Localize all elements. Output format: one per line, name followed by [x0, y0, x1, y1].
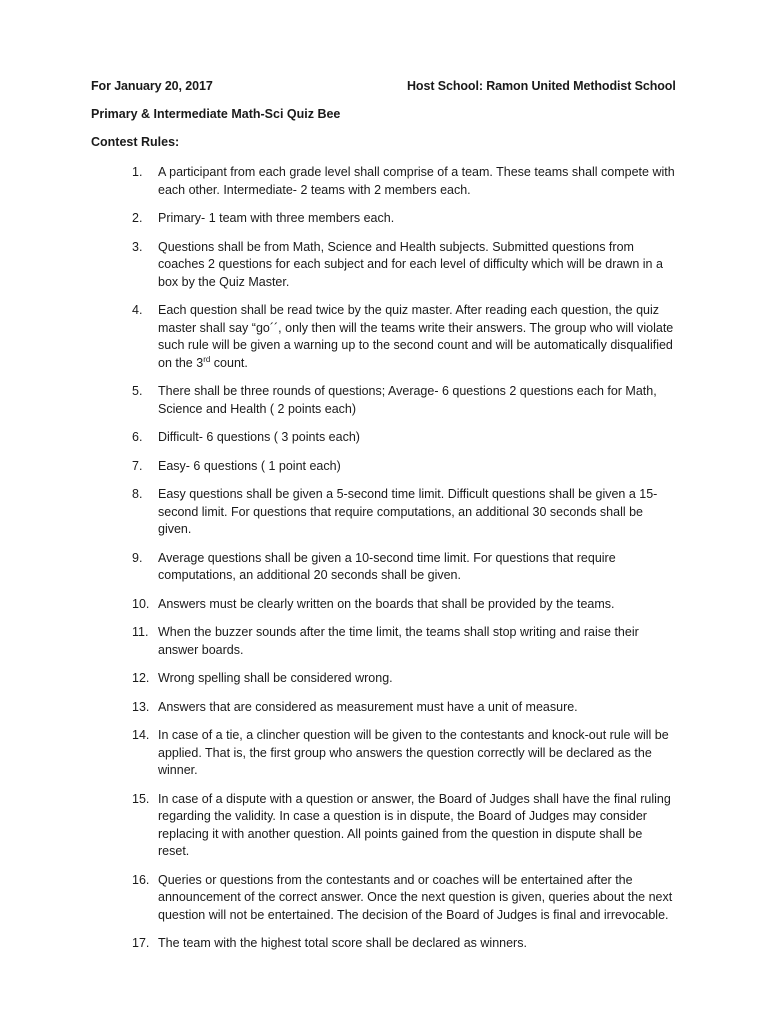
rule-item	[132, 383, 677, 418]
rule-number: 14.	[132, 728, 150, 742]
rule-item	[132, 935, 677, 953]
rule-item	[132, 670, 677, 688]
rule-number: 16.	[132, 872, 150, 887]
rule-text: Answers that are considered as measurement must have a unit of measure.	[158, 699, 578, 714]
rule-item	[132, 791, 677, 861]
rule-item	[132, 486, 677, 539]
rule-item	[132, 458, 677, 476]
rule-text: Easy questions shall be given a 5-second time limit. Difficult questions shall be given a 15-second limit. For questions that require computations, an additional 30 seconds shall be given.	[158, 487, 658, 536]
rule-number: 12.	[132, 671, 150, 685]
rule-item	[132, 624, 677, 659]
rule-text: The team with the highest total score shall be declared as winners.	[158, 936, 527, 950]
rule-item	[132, 550, 677, 585]
rule-item	[132, 164, 677, 199]
rule-text: Easy- 6 questions ( 1 point each)	[158, 458, 341, 473]
rule-text: In case of a dispute with a question or answer, the Board of Judges shall have the final ruling regarding the validity. In case a question is in dispute, the Board of Judges may consider replacing it with another question. All points gained from the question in dispute shall be reset.	[158, 791, 671, 858]
rule-text: Queries or questions from the contestants and or coaches will be entertained after the announcement of the correct answer. Once the next question is given, queries about the next question will not be entertained. The decision of the Board of Judges is final and irrevocable.	[158, 872, 673, 922]
rule-number: 9.	[132, 550, 143, 565]
rule-item	[132, 872, 677, 925]
rule-number: 1.	[132, 165, 143, 179]
rule-text: Questions shall be from Math, Science and Health subjects. Submitted questions from coaches 2 questions for each subject and for each level of difficulty which will be drawn in a box by the Quiz Master.	[158, 239, 663, 289]
document-subtitle: Primary & Intermediate Math-Sci Quiz Bee	[91, 107, 341, 121]
rule-number: 7.	[132, 458, 143, 473]
rule-item	[132, 239, 677, 292]
rule-item	[132, 596, 677, 614]
rule-text-part: Each question shall be read twice by the quiz master. After reading each question, the quiz master shall say “go´´, only then will the teams write their answers. The group who will violate such rule will be given a warning up to the second count and will be automatically disqualified on the 3	[158, 303, 674, 370]
rule-number: 5.	[132, 384, 143, 398]
rule-text: A participant from each grade level shall comprise of a team. These teams shall compete with each other. Intermediate- 2 teams with 2 members each.	[158, 165, 675, 197]
document-header	[91, 79, 681, 93]
rule-text: Wrong spelling shall be considered wrong.	[158, 671, 393, 685]
rule-item	[132, 302, 677, 372]
contest-date: For January 20, 2017	[91, 79, 213, 93]
rule-number: 3.	[132, 239, 143, 254]
rule-text: Answers must be clearly written on the boards that shall be provided by the teams.	[158, 596, 615, 611]
rule-item	[132, 727, 677, 780]
rule-text: Difficult- 6 questions ( 3 points each)	[158, 430, 360, 444]
rule-text: Primary- 1 team with three members each.	[158, 211, 395, 225]
rules-heading: Contest Rules:	[91, 135, 180, 149]
rule-item	[132, 429, 677, 447]
host-school: Host School: Ramon United Methodist School	[407, 79, 676, 93]
rule-text	[158, 302, 677, 372]
rule-number: 4.	[132, 303, 143, 317]
rule-number: 11.	[132, 625, 149, 639]
rule-number: 15.	[132, 791, 150, 806]
rule-text: There shall be three rounds of questions; Average- 6 questions 2 questions each for Math, Science and Health ( 2 points each)	[158, 384, 657, 416]
rule-number: 6.	[132, 430, 143, 444]
rules-list	[132, 164, 677, 964]
rule-number: 13.	[132, 699, 150, 714]
rule-number: 17.	[132, 936, 150, 950]
rule-number: 2.	[132, 211, 143, 225]
rule-text: When the buzzer sounds after the time limit, the teams shall stop writing and raise their answer boards.	[158, 625, 639, 657]
ordinal-suffix: rd	[203, 354, 211, 364]
rule-text: In case of a tie, a clincher question will be given to the contestants and knock-out rule will be applied. That is, the first group who answers the question correctly will be declared as the winner.	[158, 728, 669, 777]
rule-item	[132, 210, 677, 228]
rule-text: Average questions shall be given a 10-second time limit. For questions that require computations, an additional 20 seconds shall be given.	[158, 550, 616, 582]
rule-number: 8.	[132, 487, 143, 501]
rule-item	[132, 699, 677, 717]
rule-number: 10.	[132, 596, 150, 611]
rule-text-part: count.	[210, 355, 248, 370]
